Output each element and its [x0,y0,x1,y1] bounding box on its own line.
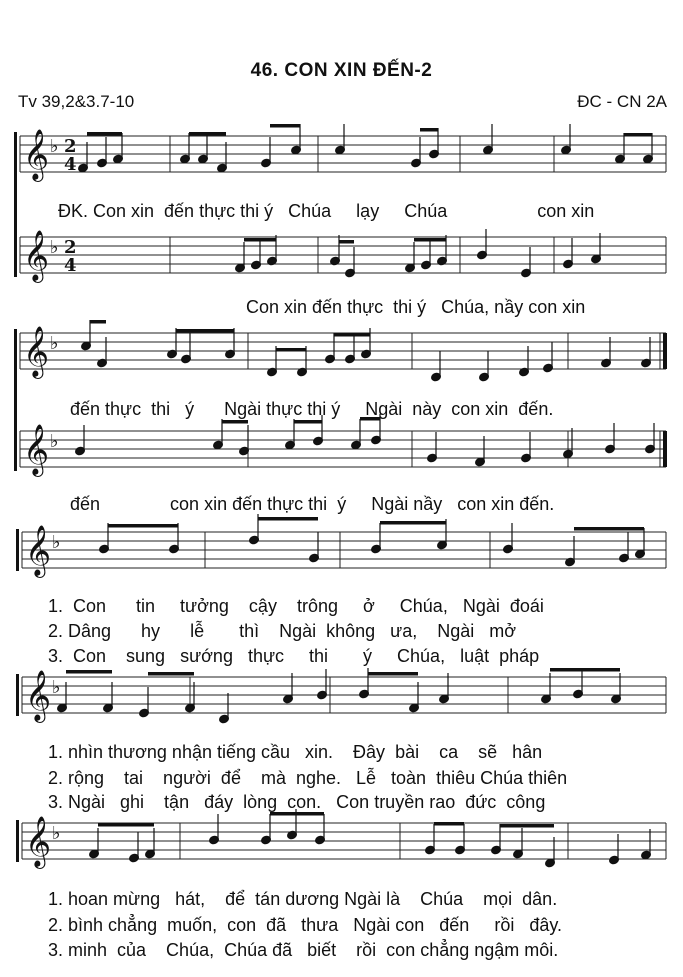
staff-bracket [16,529,19,571]
verse-3-line-b: 3. Ngài ghi tận đáy lòng con. Con truyền rao đức công [48,792,546,812]
treble-clef-icon: 𝄞 [25,525,52,576]
beam [624,133,652,137]
beam [380,521,446,525]
staff-bracket [16,820,19,862]
verse-2-line-b: 2. rộng tai người để mà nghe. Lễ toàn thiêu Chúa thiên [48,768,568,788]
verse-1-line-b: 1. nhìn thương nhận tiếng cầu xin. Đây bài ca sẽ hân [48,742,543,762]
flat-icon: ♭ [52,532,61,553]
time-signature-bottom: 4 [64,154,77,175]
refrain-lyrics-upper-2: đến thực thi ý Ngài thực thi ý Ngài này con xin đến. [70,399,554,419]
beam [414,238,446,242]
beam [339,240,354,244]
beam [148,672,194,676]
flat-icon: ♭ [52,677,61,698]
refrain-lyrics-upper-1: ĐK. Con xin đến thực thi ý Chúa lạy Chúa con xin [58,201,595,221]
beam [90,320,106,324]
beam [66,670,112,674]
system-bracket [14,329,17,471]
treble-clef-icon: 𝄞 [23,326,50,377]
song-title: 46. CON XIN ĐẾN-2 [250,60,433,81]
staff-bracket [16,674,19,716]
beam [550,668,620,672]
verse-1-line-c: 1. hoan mừng hát, để tán dương Ngài là Chúa mọi dân. [48,889,558,909]
system-bracket [14,132,17,277]
treble-clef-icon: 𝄞 [25,816,52,867]
flat-icon: ♭ [52,823,61,844]
beam [276,348,306,352]
verse-1-line-a: 1. Con tin tưởng cậy trông ở Chúa, Ngài đoái [48,596,544,616]
flat-icon: ♭ [50,333,59,354]
time-signature-top: 2 [64,237,77,258]
beam [258,517,318,521]
psalm-reference: Tv 39,2&3.7-10 [18,92,135,111]
treble-clef-icon: 𝄞 [25,670,52,721]
flat-icon: ♭ [50,431,59,452]
treble-clef-icon: 𝄞 [23,129,50,180]
beam [434,822,464,826]
flat-icon: ♭ [50,136,59,157]
beam [189,132,226,136]
beam [420,128,438,132]
verse-3-line-c: 3. minh của Chúa, Chúa đã biết rồi con chẳng ngậm môi. [48,940,559,960]
treble-clef-icon: 𝄞 [23,230,50,281]
time-signature-top: 2 [64,136,77,157]
time-signature-bottom: 4 [64,255,77,276]
beam [574,527,644,531]
beam [98,823,154,827]
beam [108,524,178,528]
beam [334,333,370,337]
beam [270,124,300,128]
verse-3-line-a: 3. Con sung sướng thực thi ý Chúa, luật pháp [48,646,540,666]
composer: ĐC - CN 2A [577,92,667,111]
beam [368,672,418,676]
refrain-lyrics-lower-2: đến con xin đến thực thi ý Ngài nầy con xin đến. [70,494,555,514]
treble-clef-icon: 𝄞 [23,424,50,475]
beam [294,420,322,424]
final-barline [663,333,667,369]
beam [87,132,122,136]
refrain-lyrics-lower-1: Con xin đến thực thi ý Chúa, nầy con xin [246,297,586,317]
verse-2-line-c: 2. bình chẳng muốn, con đã thưa Ngài con đến rồi đây. [48,915,563,935]
beam [176,329,234,333]
flat-icon: ♭ [50,237,59,258]
beam [500,824,554,828]
verse-2-line-a: 2. Dâng hy lễ thì Ngài không ưa, Ngài mở [48,621,517,641]
final-barline [663,431,667,467]
beam [222,420,248,424]
beam [244,238,276,242]
